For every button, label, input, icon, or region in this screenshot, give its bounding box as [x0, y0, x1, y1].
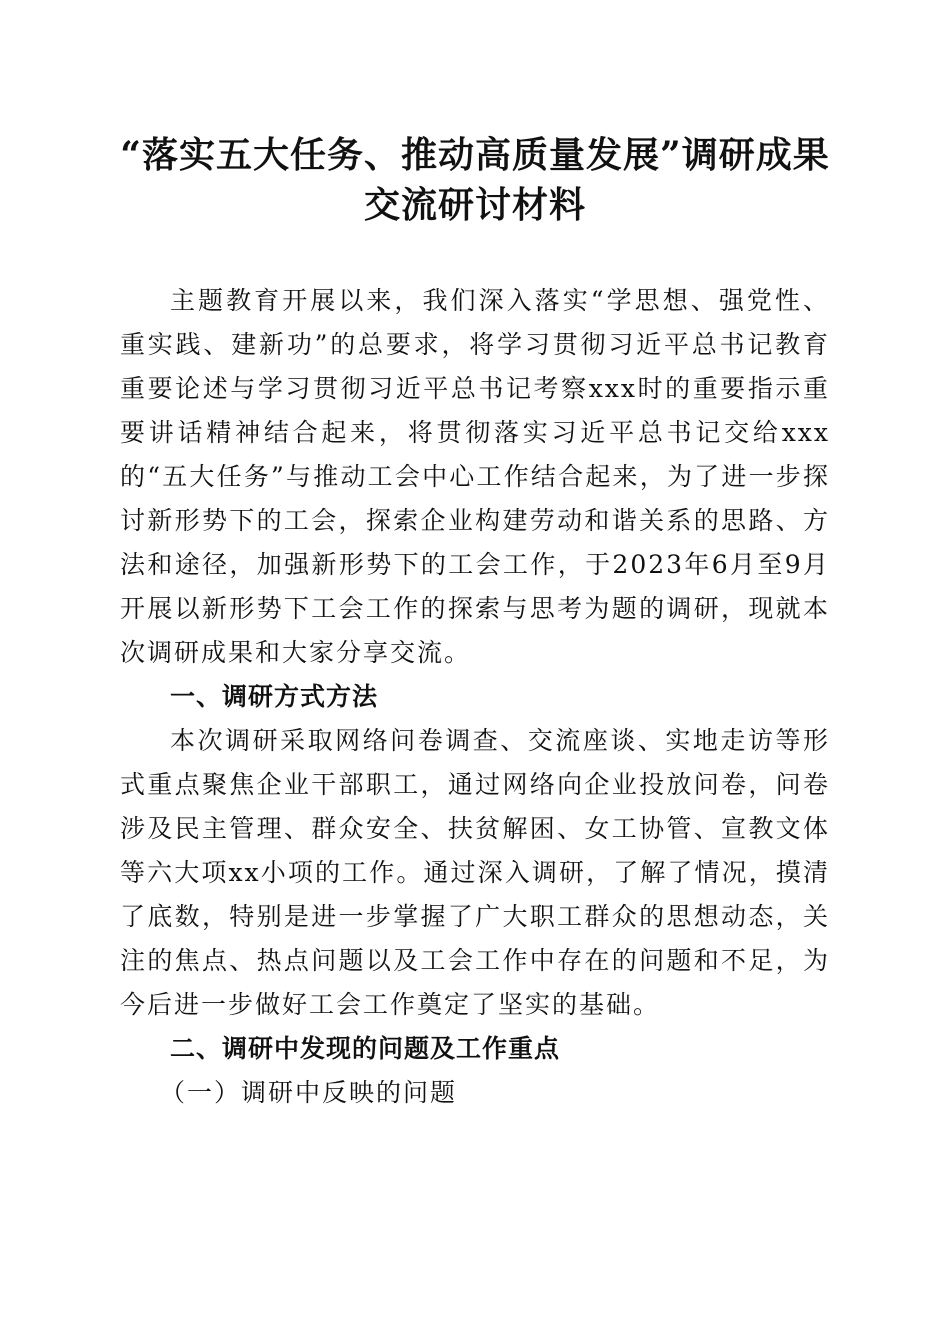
title-line-1: “落实五大任务、推动高质量发展”调研成果 [120, 134, 830, 176]
document-title [100, 130, 850, 230]
subsection-1-heading: （一）调研中反映的问题 [160, 1078, 458, 1107]
section-1-paragraph: 本次调研采取网络问卷调查、交流座谈、实地走访等形式重点聚焦企业干部职工，通过网络向企业投放问卷，问卷涉及民主管理、群众安全、扶贫解困、女工协管、宣教文体等六大项xx小项的工作。通过深入调研，了解了情况，摸清了底数，特别是进一步掌握了广大职工群众的思想动态，关注的焦点、热点问题以及工会工作中存在的问题和不足，为今后进一步做好工会工作奠定了坚实的基础。 [120, 726, 830, 1019]
title-line-2: 交流研讨材料 [363, 184, 586, 226]
document-body [120, 279, 830, 1115]
intro-paragraph: 主题教育开展以来，我们深入落实“学思想、强党性、重实践、建新功”的总要求，将学习贯彻习近平总书记教育重要论述与学习贯彻习近平总书记考察xxx时的重要指示重要讲话精神结合起来，将贯彻落实习近平总书记交给xxx的“五大任务”与推动工会中心工作结合起来，为了进一步探讨新形势下的工会，探索企业构建劳动和谐关系的思路、方法和途径，加强新形势下的工会工作，于2023年6月至9月开展以新形势下工会工作的探索与思考为题的调研，现就本次调研成果和大家分享交流。 [120, 286, 830, 667]
section-1-heading: 一、调研方式方法 [170, 682, 379, 711]
section-2-heading: 二、调研中发现的问题及工作重点 [170, 1034, 561, 1063]
